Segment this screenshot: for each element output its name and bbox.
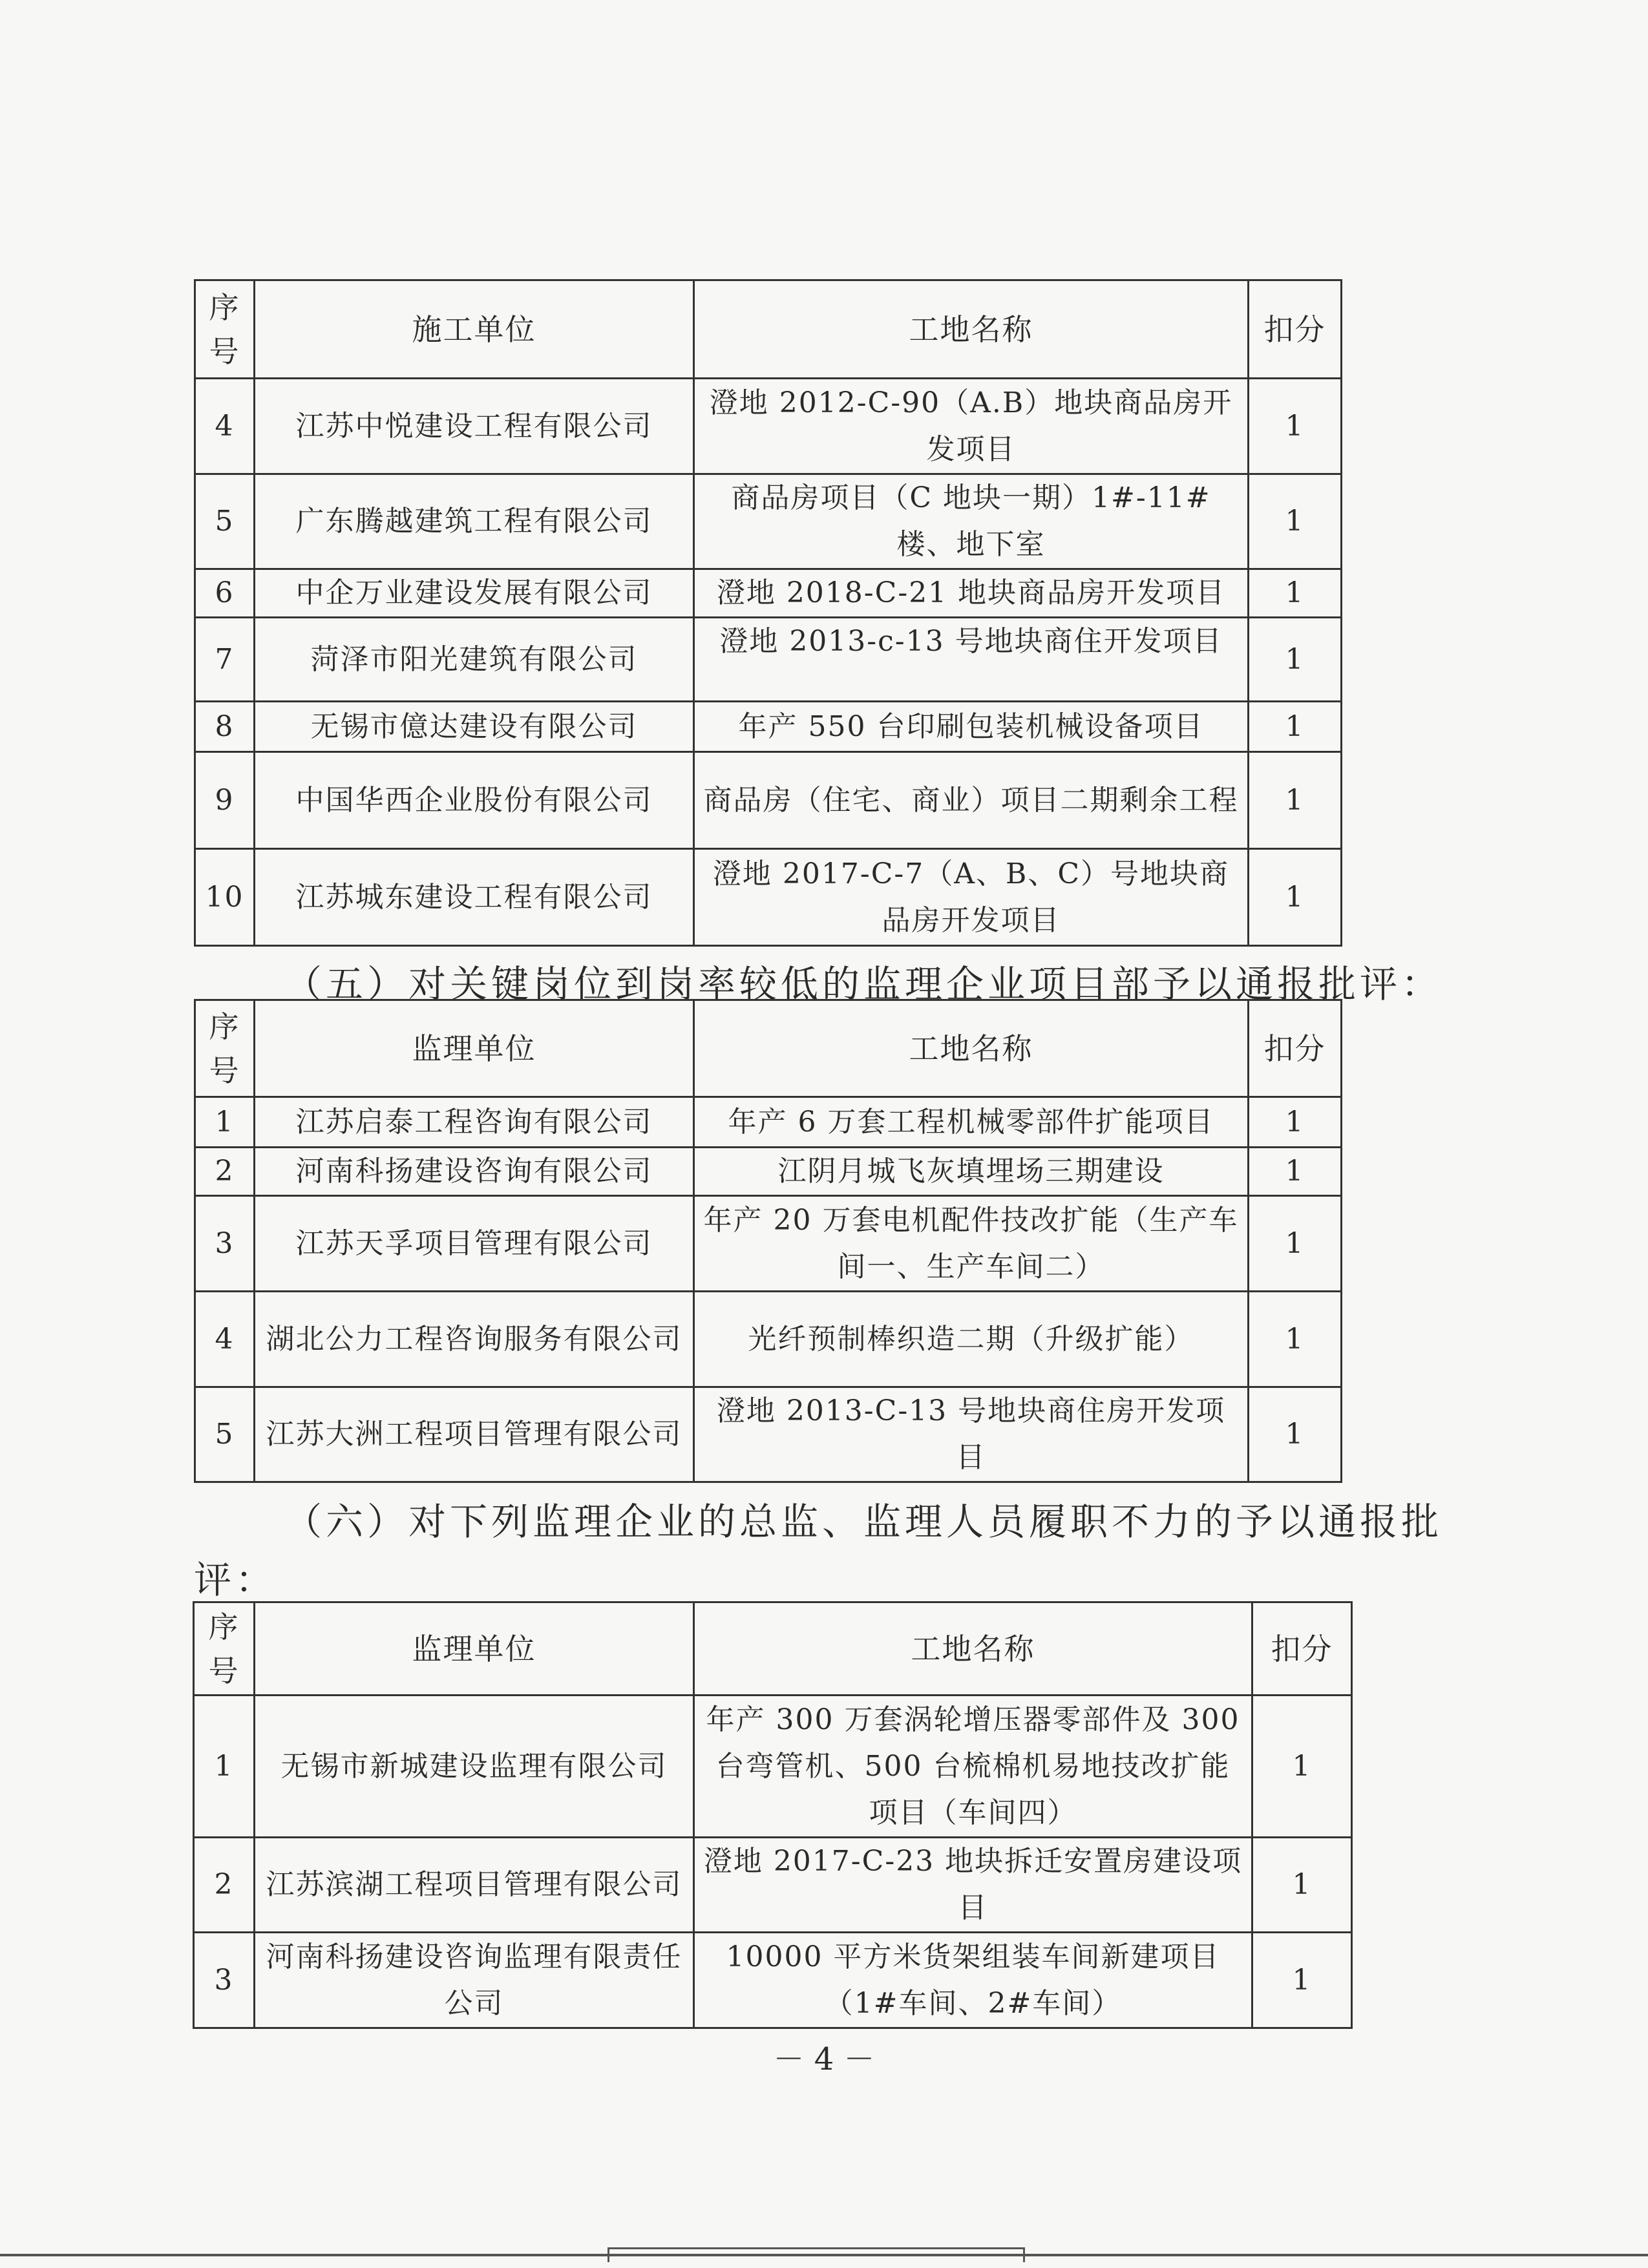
row-score: 1 — [1249, 1196, 1342, 1292]
header-no: 序号 — [195, 1000, 255, 1097]
header-unit: 施工单位 — [255, 280, 694, 379]
row-no: 5 — [195, 474, 255, 569]
row-no: 9 — [195, 752, 255, 849]
page-number: － 4 － — [773, 2041, 875, 2077]
row-unit: 江苏天孚项目管理有限公司 — [255, 1196, 694, 1292]
row-unit: 中企万业建设发展有限公司 — [255, 569, 694, 618]
row-unit: 河南科扬建设咨询有限公司 — [255, 1148, 694, 1196]
row-score: 1 — [1249, 1148, 1342, 1196]
row-no: 10 — [195, 849, 255, 946]
row-site: 澄地 2013-C-13 号地块商住房开发项目 — [694, 1387, 1249, 1482]
section-6-heading-line1: （六）对下列监理企业的总监、监理人员履职不力的予以通报批 — [284, 1500, 1443, 1544]
row-unit: 中国华西企业股份有限公司 — [255, 752, 694, 849]
row-no: 2 — [195, 1148, 255, 1196]
table-row — [194, 1933, 1352, 2028]
table-row — [195, 474, 1342, 569]
row-site: 商品房项目（C 地块一期）1#-11#楼、地下室 — [694, 474, 1249, 569]
row-no: 1 — [195, 1097, 255, 1148]
header-no: 序号 — [194, 1602, 255, 1696]
row-site: 商品房（住宅、商业）项目二期剩余工程 — [694, 752, 1249, 849]
row-unit: 无锡市億达建设有限公司 — [255, 702, 694, 752]
table-row — [195, 1097, 1342, 1148]
row-score: 1 — [1249, 569, 1342, 618]
table-row — [195, 379, 1342, 474]
table-row — [195, 1292, 1342, 1387]
header-score: 扣分 — [1249, 280, 1342, 379]
row-site: 年产 6 万套工程机械零部件扩能项目 — [694, 1097, 1249, 1148]
row-unit: 河南科扬建设咨询监理有限责任公司 — [255, 1933, 694, 2028]
row-site: 澄地 2012-C-90（A.B）地块商品房开发项目 — [694, 379, 1249, 474]
table-row — [194, 1696, 1352, 1838]
row-site: 年产 300 万套涡轮增压器零部件及 300 台弯管机、500 台梳棉机易地技改扩能项目（车间四） — [694, 1696, 1252, 1838]
row-score: 1 — [1249, 379, 1342, 474]
supervision-attendance-table — [194, 999, 1342, 1483]
row-no: 5 — [195, 1387, 255, 1482]
row-score: 1 — [1249, 474, 1342, 569]
table-header-row — [194, 1602, 1352, 1696]
table-row — [195, 1148, 1342, 1196]
row-site: 10000 平方米货架组装车间新建项目（1#车间、2#车间） — [694, 1933, 1252, 2028]
row-site: 光纤预制棒织造二期（升级扩能） — [694, 1292, 1249, 1387]
row-unit: 菏泽市阳光建筑有限公司 — [255, 618, 694, 702]
row-site: 澄地 2018-C-21 地块商品房开发项目 — [694, 569, 1249, 618]
section-5-heading: （五）对关键岗位到岗率较低的监理企业项目部予以通报批评： — [284, 962, 1443, 1006]
row-score: 1 — [1249, 849, 1342, 946]
table-row — [195, 1196, 1342, 1292]
row-no: 4 — [195, 1292, 255, 1387]
header-unit: 监理单位 — [255, 1000, 694, 1097]
row-score: 1 — [1249, 1097, 1342, 1148]
row-unit: 江苏启泰工程咨询有限公司 — [255, 1097, 694, 1148]
row-unit: 江苏大洲工程项目管理有限公司 — [255, 1387, 694, 1482]
row-score: 1 — [1252, 1838, 1352, 1933]
header-no: 序号 — [195, 280, 255, 379]
row-score: 1 — [1249, 618, 1342, 702]
row-no: 7 — [195, 618, 255, 702]
table-row — [195, 702, 1342, 752]
supervision-performance-table — [193, 1601, 1353, 2029]
table-row — [195, 752, 1342, 849]
row-unit: 无锡市新城建设监理有限公司 — [255, 1696, 694, 1838]
row-unit: 湖北公力工程咨询服务有限公司 — [255, 1292, 694, 1387]
table-header-row — [195, 1000, 1342, 1097]
row-site: 澄地 2013-c-13 号地块商住开发项目 — [694, 618, 1249, 702]
table-row — [195, 569, 1342, 618]
row-score: 1 — [1249, 702, 1342, 752]
row-score: 1 — [1249, 752, 1342, 849]
row-unit: 江苏滨湖工程项目管理有限公司 — [255, 1838, 694, 1933]
row-site: 江阴月城飞灰填埋场三期建设 — [694, 1148, 1249, 1196]
table-row — [195, 849, 1342, 946]
header-site: 工地名称 — [694, 1000, 1249, 1097]
section-6-heading-line2: 评： — [194, 1558, 277, 1602]
row-no: 6 — [195, 569, 255, 618]
row-site: 澄地 2017-C-7（A、B、C）号地块商品房开发项目 — [694, 849, 1249, 946]
table-row — [194, 1838, 1352, 1933]
row-site: 年产 20 万套电机配件技改扩能（生产车间一、生产车间二） — [694, 1196, 1249, 1292]
table-row — [195, 618, 1342, 702]
row-score: 1 — [1252, 1933, 1352, 2028]
construction-unit-table — [194, 279, 1342, 947]
header-unit: 监理单位 — [255, 1602, 694, 1696]
row-no: 3 — [195, 1196, 255, 1292]
header-site: 工地名称 — [694, 1602, 1252, 1696]
row-site: 年产 550 台印刷包装机械设备项目 — [694, 702, 1249, 752]
row-no: 3 — [194, 1933, 255, 2028]
row-score: 1 — [1249, 1387, 1342, 1482]
header-score: 扣分 — [1249, 1000, 1342, 1097]
header-site: 工地名称 — [694, 280, 1249, 379]
footer-tab — [607, 2247, 1025, 2262]
row-score: 1 — [1249, 1292, 1342, 1387]
row-no: 1 — [194, 1696, 255, 1838]
table-header-row — [195, 280, 1342, 379]
row-no: 8 — [195, 702, 255, 752]
row-no: 4 — [195, 379, 255, 474]
row-site: 澄地 2017-C-23 地块拆迁安置房建设项目 — [694, 1838, 1252, 1933]
header-score: 扣分 — [1252, 1602, 1352, 1696]
row-unit: 江苏城东建设工程有限公司 — [255, 849, 694, 946]
row-no: 2 — [194, 1838, 255, 1933]
row-unit: 广东腾越建筑工程有限公司 — [255, 474, 694, 569]
row-unit: 江苏中悦建设工程有限公司 — [255, 379, 694, 474]
table-row — [195, 1387, 1342, 1482]
row-score: 1 — [1252, 1696, 1352, 1838]
